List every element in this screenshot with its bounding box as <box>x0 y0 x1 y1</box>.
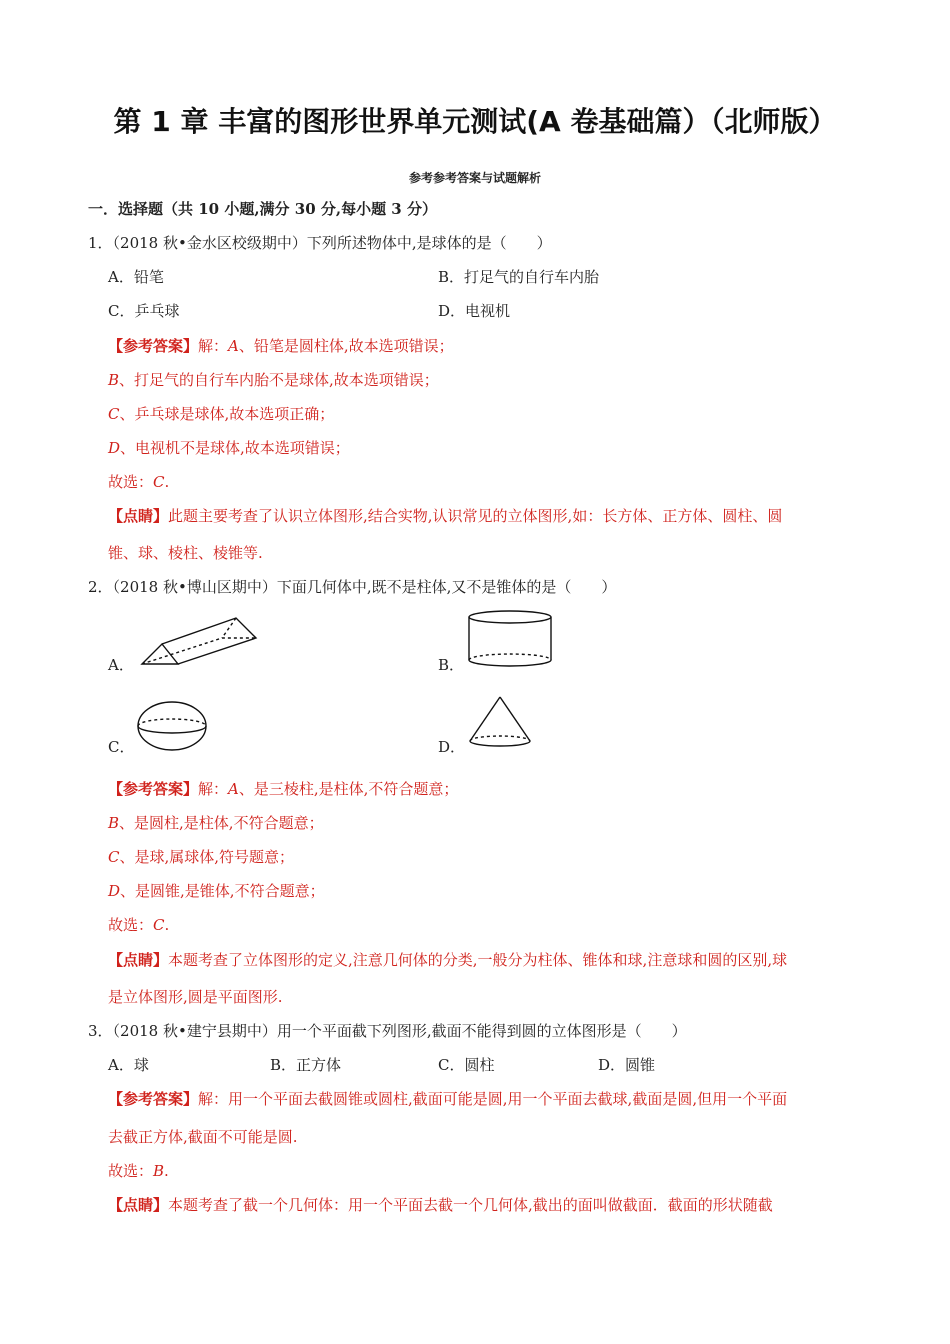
comment-tag: 【点睛】 <box>108 507 169 525</box>
q2-answer-line-3: C、是球,属球体,符号题意； <box>108 848 295 866</box>
q2-comment-line-1: 【点睛】本题考查了立体图形的定义,注意几何体的分类,一般分为柱体、锥体和球,注意球和圆的区别,球 <box>108 951 788 969</box>
page-title: 第 1 章 丰富的图形世界单元测试(A 卷基础篇）（北师版） <box>113 105 837 138</box>
q3-option-b: B．正方体 <box>270 1056 342 1074</box>
q3-answer-line-2: 去截正方体,截面不可能是圆. <box>108 1128 298 1146</box>
q1-option-a: A．铅笔 <box>108 268 164 286</box>
q1-comment-line-2: 锥、球、棱柱、棱锥等. <box>108 544 263 562</box>
cylinder-icon <box>467 610 553 670</box>
q2-comment-line-2: 是立体图形,圆是平面图形. <box>108 988 283 1006</box>
q3-answer-line-1: 【参考答案】解：用一个平面去截圆锥或圆柱,截面可能是圆,用一个平面去截球,截面是圆,但用一个平面 <box>108 1090 788 1108</box>
page-subtitle: 参考参考答案与试题解析 <box>408 171 541 185</box>
q1-answer-line-2: B、打足气的自行车内胎不是球体,故本选项错误； <box>108 371 439 389</box>
q3-option-c: C．圆柱 <box>438 1056 495 1074</box>
q2-option-b-label: B． <box>438 656 465 674</box>
q3-option-a: A．球 <box>108 1056 149 1074</box>
q1-answer-line-4: D、电视机不是球体,故本选项错误； <box>108 439 350 457</box>
q2-choice: 故选：C. <box>108 916 170 934</box>
q1-choice: 故选：C. <box>108 473 170 491</box>
q1-answer-line-3: C、乒乓球是球体,故本选项正确； <box>108 405 335 423</box>
q2-option-c-label: C． <box>108 738 135 756</box>
q1-answer-line-1: 【参考答案】解：A、铅笔是圆柱体,故本选项错误； <box>108 337 454 355</box>
q1-option-c: C．乒乓球 <box>108 302 180 320</box>
answer-tag: 【参考答案】 <box>108 337 199 355</box>
q1-comment-line-1: 【点睛】此题主要考查了认识立体图形,结合实物,认识常见的立体图形,如：长方体、正方体、圆柱、圆 <box>108 507 783 525</box>
q2-option-d-label: D． <box>438 738 466 756</box>
q2-answer-line-2: B、是圆柱,是柱体,不符合题意； <box>108 814 324 832</box>
q3-choice: 故选：B. <box>108 1162 169 1180</box>
cone-icon <box>467 694 533 750</box>
q2-answer-line-1: 【参考答案】解：A、是三棱柱,是柱体,不符合题意； <box>108 780 459 798</box>
triangular-prism-icon <box>138 614 258 666</box>
q2-answer-line-4: D、是圆锥,是锥体,不符合题意； <box>108 882 325 900</box>
q2-stem: 2．（2018 秋•博山区期中）下面几何体中,既不是柱体,又不是锥体的是（ ） <box>88 578 617 596</box>
sphere-icon <box>136 700 208 752</box>
q3-comment-line-1: 【点睛】本题考查了截一个几何体：用一个平面去截一个几何体,截出的面叫做截面．截面的形状随截 <box>108 1196 773 1214</box>
q1-option-b: B．打足气的自行车内胎 <box>438 268 600 286</box>
q1-option-d: D．电视机 <box>438 302 511 320</box>
q3-stem: 3．（2018 秋•建宁县期中）用一个平面截下列图形,截面不能得到圆的立体图形是（ ） <box>88 1022 687 1040</box>
section-heading: 一．选择题（共 10 小题,满分 30 分,每小题 3 分） <box>88 200 437 218</box>
q3-option-d: D．圆锥 <box>598 1056 656 1074</box>
q2-option-a-label: A． <box>108 656 134 674</box>
q1-stem: 1．（2018 秋•金水区校级期中）下列所述物体中,是球体的是（ ） <box>88 234 552 252</box>
